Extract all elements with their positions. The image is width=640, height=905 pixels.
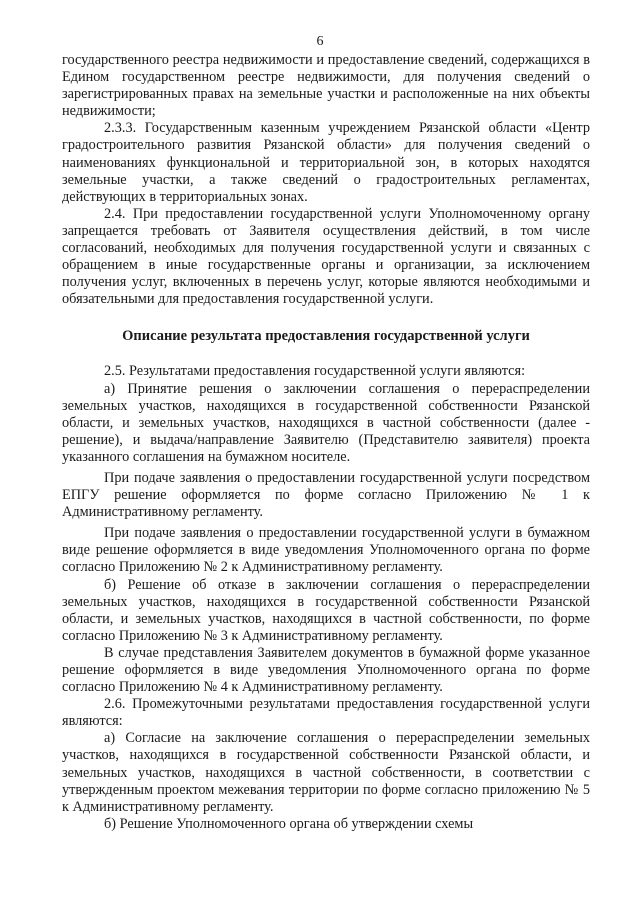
paragraph: а) Согласие на заключение соглашения о перераспределении земельных участков, находящихся в государственной собственности Рязанской области, и земельных участков, находящихся в частной собственности, в соответствии с утвержденным проектом межевания территории по форме согласно приложению № 5 к Административному регламенту.	[62, 730, 590, 815]
paragraph: государственного реестра недвижимости и предоставление сведений, содержащихся в Едином государственном реестре недвижимости, для получения сведений о зарегистрированных правах на земельные участки и расположенные на них объекты недвижимости;	[62, 52, 590, 120]
paragraph: В случае представления Заявителем документов в бумажной форме указанное решение оформляется в виде уведомления Уполномоченного органа по форме согласно Приложению № 4 к Административному регламенту.	[62, 644, 590, 696]
paragraph: а) Принятие решения о заключении соглашения о перераспределении земельных участков, находящихся в государственной собственности Рязанской области, и земельных участков, находящихся в частной собственности (далее - решение), и выдача/направление Заявителю (Представителю заявителя) проекта указанного соглашения на бумажном носителе.	[62, 380, 590, 465]
paragraph: б) Решение об отказе в заключении соглашения о перераспределении земельных участков, находящихся в государственной собственности Рязанской области, и земельных участков, находящихся в частной собственности, по форме согласно Приложению № 3 к Административному регламенту.	[62, 576, 590, 644]
paragraph: При подаче заявления о предоставлении государственной услуги в бумажном виде решение оформляется в виде уведомления Уполномоченного органа по форме согласно Приложению № 2 к Административному регламенту.	[62, 525, 590, 576]
page-number: 6	[316, 34, 324, 49]
paragraph: б) Решение Уполномоченного органа об утверждении схемы	[104, 815, 474, 832]
paragraph: 2.3.3. Государственным казенным учреждением Рязанской области «Центр градостроительного развития Рязанской области» для получения сведений о наименованиях функциональной и территориальной зон, в которых находятся земельные участки, а также сведений о градостроительных регламентах, действующих в территориальных зонах.	[62, 120, 590, 205]
paragraph: 2.4. При предоставлении государственной услуги Уполномоченному органу запрещается требовать от Заявителя осуществления действий, в том числе согласований, необходимых для получения государственной услуги и связанных с обращением в иные государственные органы и организации, за исключением получения услуг, включенных в перечень услуг, которые являются необходимыми и обязательными для предоставления государственной услуги.	[62, 205, 590, 308]
section-heading: Описание результата предоставления государственной услуги	[122, 328, 530, 345]
paragraph: 2.5. Результатами предоставления государственной услуги являются:	[104, 363, 526, 380]
paragraph: При подаче заявления о предоставлении государственной услуги посредством ЕПГУ решение оформляется по форме согласно Приложению № 1 к Административному регламенту.	[62, 469, 590, 521]
document-body	[62, 52, 590, 833]
paragraph: 2.6. Промежуточными результатами предоставления государственной услуги являются:	[62, 696, 590, 730]
